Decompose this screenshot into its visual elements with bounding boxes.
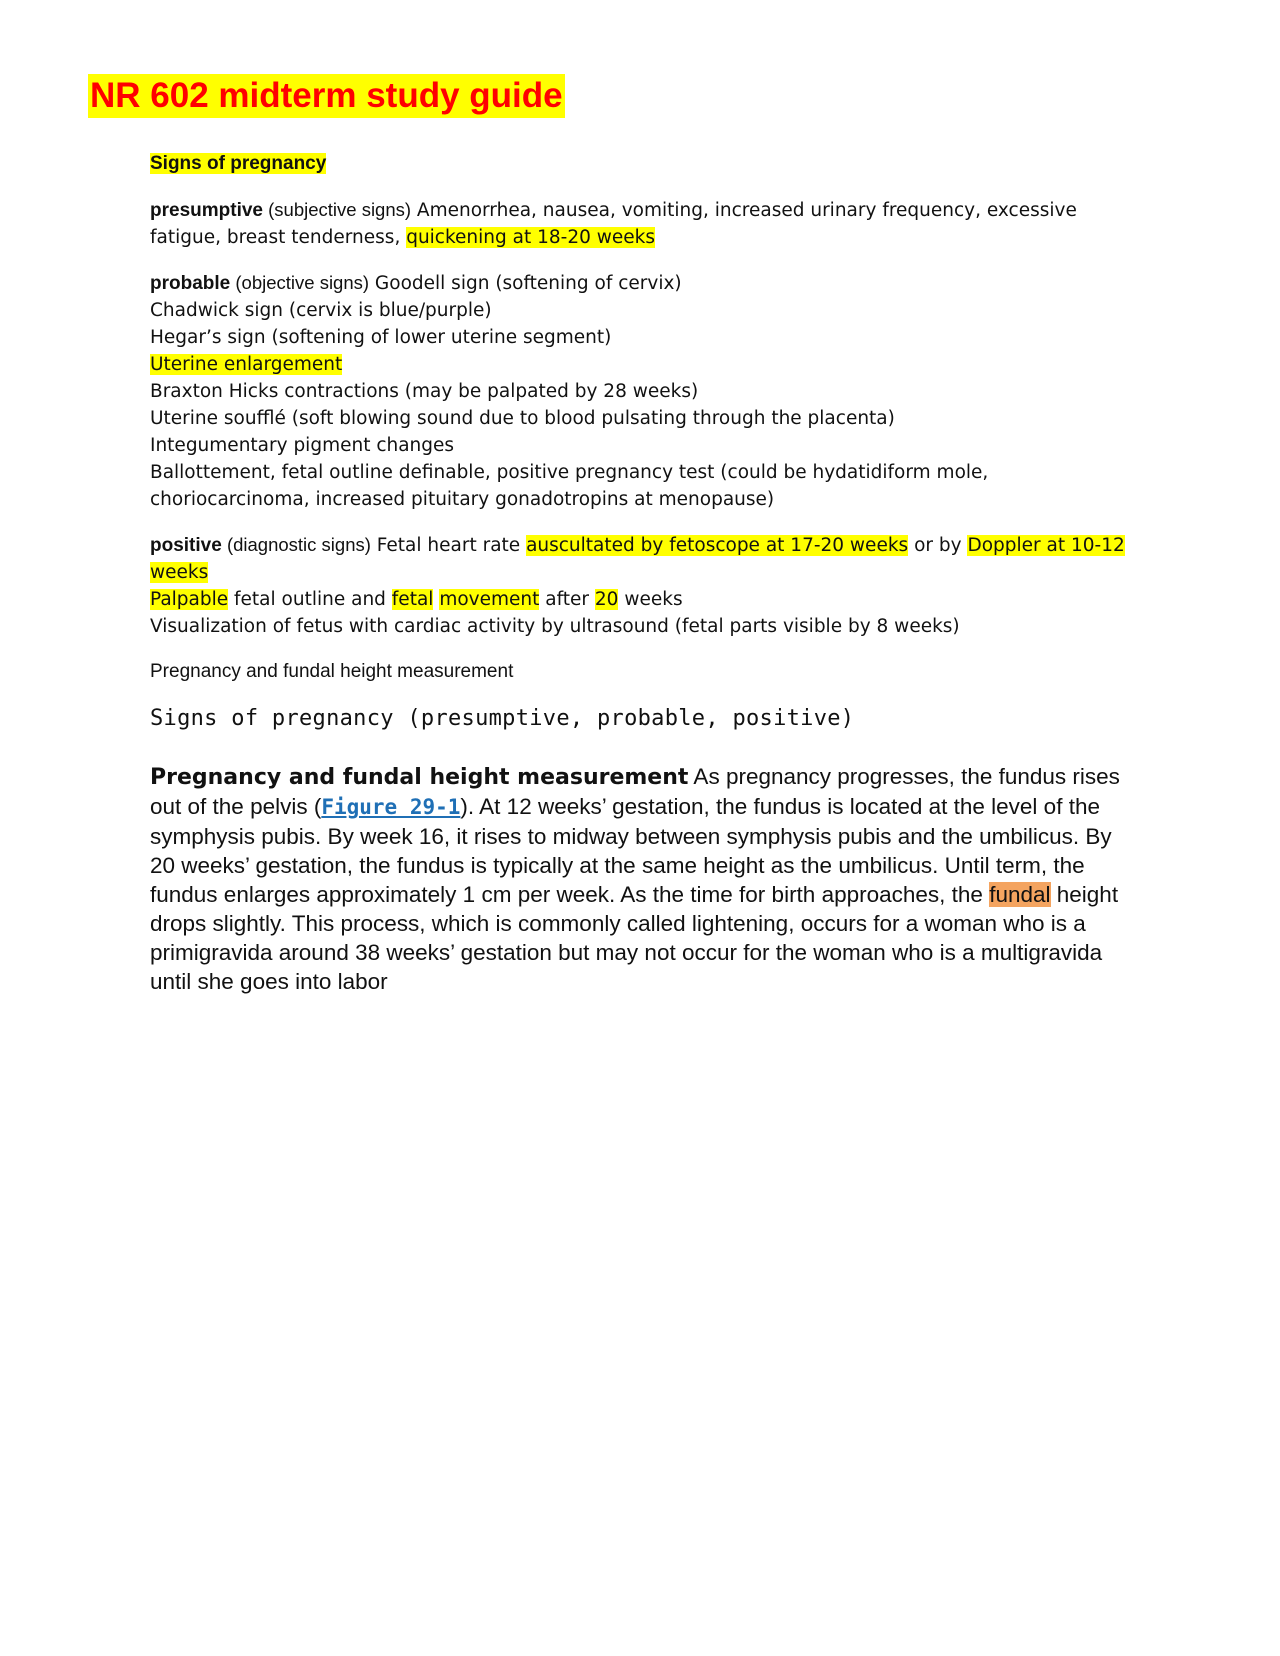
probable-uterine: Uterine enlargement [150, 354, 343, 375]
positive-movement: movement [439, 589, 540, 610]
positive-text-b: or by [908, 535, 968, 556]
fundal-heading: Pregnancy and fundal height measurement [150, 661, 514, 682]
signs-heading-text: Signs of pregnancy [150, 153, 327, 174]
presumptive-highlight: quickening at 18-20 weeks [406, 227, 655, 248]
probable-ballottement: Ballottement, fetal outline definable, positive pregnancy test (could be hydatidiform mole, choriocarcinoma, increased pituitary gonadotropins at menopause) [150, 462, 989, 510]
fundal-text-c: height drops slightly. This process, which is commonly called lightening, occurs for a woman who is a primigravida around 38 weeks’ gestation but may not occur for the woman who is a multigravida until she goes into labor [150, 882, 1119, 994]
positive-palpable: Palpable [150, 589, 229, 610]
positive-text-c: fetal outline and [228, 589, 392, 610]
positive-text-e: after [539, 589, 595, 610]
positive-doppler: Doppler at 10-12 weeks [150, 535, 1125, 583]
positive-lead: positive [150, 535, 222, 556]
probable-integumentary: Integumentary pigment changes [150, 435, 455, 456]
document-title: NR 602 midterm study guide [88, 74, 565, 118]
positive-qualifier: (diagnostic signs) [221, 534, 371, 555]
positive-palpable-line [150, 586, 1130, 613]
probable-chadwick: Chadwick sign (cervix is blue/purple) [150, 300, 492, 321]
probable-first-line [150, 269, 1130, 297]
positive-text-f: weeks [618, 589, 683, 610]
fundal-text-b: ). At 12 weeks’ gestation, the fundus is located at the level of the symphysis pubis. By week 16, it rises to midway between symphysis pubis and the umbilicus. By 20 weeks’ gestation, the fundus is typically at the same height as the umbilicus. Until term, the fundus enlarges approximately 1 cm per week. As the time for birth approaches, the [150, 794, 1112, 907]
document-body [150, 150, 1130, 996]
signs-heading [150, 150, 1130, 178]
figure-link[interactable]: Figure 29-1 [321, 795, 461, 819]
probable-uterine-line [150, 351, 1130, 378]
positive-first-line [150, 531, 1130, 586]
probable-braxton: Braxton Hicks contractions (may be palpated by 28 weeks) [150, 381, 699, 402]
probable-qualifier: (objective signs) [230, 272, 370, 293]
fundal-paragraph-lead: Pregnancy and fundal height measurement [150, 765, 689, 790]
presumptive-qualifier: (subjective signs) [262, 199, 412, 220]
presumptive-lead: presumptive [150, 200, 263, 221]
probable-paragraph [150, 269, 1130, 513]
probable-goodell: Goodell sign (softening of cervix) [369, 273, 682, 294]
presumptive-text: Amenorrhea, nausea, vomiting, increased urinary frequency, excessive fatigue, breast tenderness, [150, 200, 1077, 248]
positive-fetal: fetal [391, 589, 434, 610]
positive-text-a: Fetal heart rate [370, 535, 527, 556]
signs-mono-heading: Signs of pregnancy (presumptive, probable, positive) [150, 706, 855, 731]
fundal-text-a: As pregnancy progresses, the fundus rises out of the pelvis ( [150, 764, 1120, 819]
positive-visualization: Visualization of fetus with cardiac activity by ultrasound (fetal parts visible by 8 weeks) [150, 616, 960, 637]
probable-lead: probable [150, 273, 231, 294]
positive-fetoscope: auscultated by fetoscope at 17-20 weeks [526, 535, 909, 556]
positive-20: 20 [594, 589, 619, 610]
fundal-highlight: fundal [989, 882, 1051, 907]
presumptive-paragraph [150, 196, 1130, 251]
probable-souffle: Uterine soufflé (soft blowing sound due to blood pulsating through the placenta) [150, 408, 895, 429]
probable-hegar: Hegar’s sign (softening of lower uterine segment) [150, 327, 612, 348]
positive-paragraph [150, 531, 1130, 640]
fundal-paragraph [150, 762, 1130, 996]
